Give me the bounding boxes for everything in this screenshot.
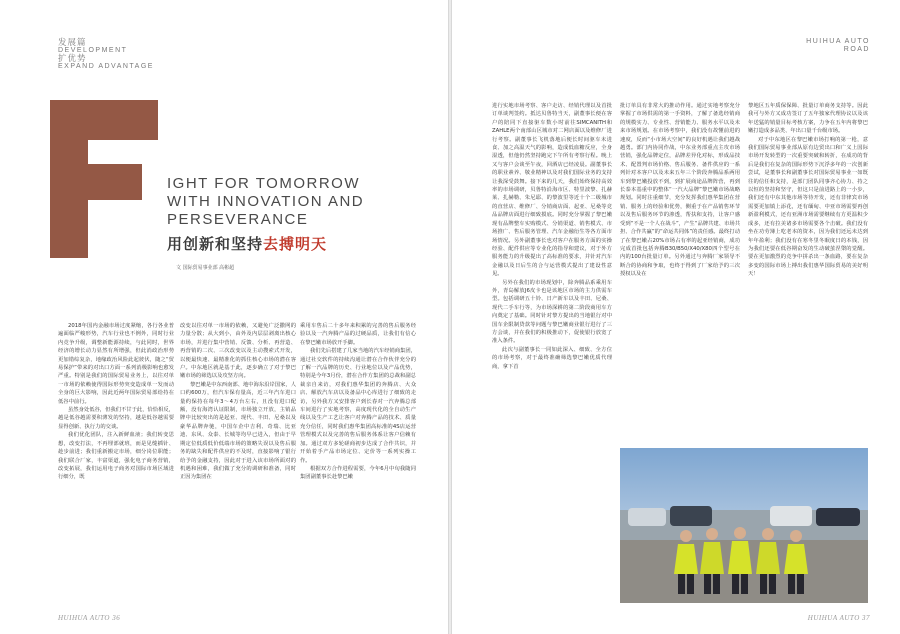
page-number: 37 <box>862 614 870 622</box>
section-title-en: DEVELOPMENT <box>58 46 128 54</box>
paragraph: 黎巴嫩是中东西南部、地中海东沿岸国家，人口约600万，但汽车保有量高，近三年汽车进口量约保持在每年3～4万台左右，且没有进口配额，没有海湾认证限制，市场独立开放，主销品牌中比较突出的是起亚、现代、丰田、尼桑以及豪华品牌奔驰，中国车企中吉利、奇瑞、比亚迪、东风、众泰、长城等均早已进入，但由于早期定位低质低价低端市场的策略失误以及售后服务的缺失和配件供应的不及时，直接影响了银行给予的金融支持，因此对于进入该市场所面对的机遇和困难，我们做了充分的调研和准备，同时正因为集团在 <box>180 381 296 481</box>
paragraph: 虽然身处低谷，但我们不甘于此，恰恰相反，越是低谷越需要积薄发的坚持，越是低谷越需要显得创新、执行力的交谈。 <box>58 407 174 430</box>
text-column <box>492 102 612 371</box>
footer-brand: HUIHUA AUTO <box>807 614 860 622</box>
paragraph: 根据双方合作进程需要，今年6月中旬我随同集团副董事长赴黎巴嫩 <box>300 465 416 481</box>
brand-logo <box>806 38 870 54</box>
section-sub-zh: 扩优势 <box>58 53 87 64</box>
paragraph: 进行实地市场考察、客户走访、经销代理以及首批订单谈判签约。抵达贝鲁特当天，副董事长便在客户的陪同下直接驱车数小时前往SIMCANITH和ZAHLE两个南部山区城市对二网店面以及维修厂进行考察。副董事长飞机落地后便长时间驱车未进食、加之高温天气的影响，造成低血糖反应，全身湿透，但他仍然坚持跑完下午所有考察行程。晚上又与客户会谈至午夜，回酒店已经凌晨。副董事长的职业素养、敬业精神以及对我们国际业务的支持让我深受鼓舞。接下来的几天，我们始终保持高效率的市场调研，贝鲁特沿海市区、特里波黎、扎赫莱、扎赫勒、朱尼耶、的黎波里等近十个二级城市的直营店、维修厂、分销商店面、起亚、尼桑等竞品品牌店面进行细致摸底。同时充分掌握了黎巴嫩现有品牌整车实购模式、分销渠道、销售模式、市场推广、售后服务管理、汽车金融衍生等各方面市场情况。另外副董事长也对客户在服务方面的实操经验、配件供应等专业化的指导和建议，对于外方服务能力的升级提出了高标准的要求，并针对汽车金融以及日后生的合与运营模式提出了建设性意见。 <box>492 103 612 278</box>
subheadline <box>167 235 327 253</box>
paragraph: 对于中东地区在黎巴嫩市场打响的第一枪，意我们国际贸易事业部从原有边贸出口和广义上国际市场开发转型的一次重要突破和转折，在成功的背后是我们在复杂的国际形势下沉浮多年的一次创新尝试，是董事长和副董事长对国际贸易事业一如既往的信任和支持，是部门团队同事齐心协力、持之以恒的坚持和坚守，但这只是前进路上的一小步，我们还有中东其他市场等待开发，还有非律宾市场需要更加镇上添花，还有缅甸、中亚市场需要再创新盈利模式，还有亚洲市场需要继续有方更温积少成多，还有拉美诸多市场需要各个击破。我们没有坐在功劳簿上吃老本的资本，因为我们还远未达到年年盈利；我们没有在寒冬里冬眠度日的本钱，因为我们还要在低谷期奋发的生动破茧涅槃的觉醒。要在更加激烈的竞争中拼杀出一条血路，要在复杂多变的国际市场上搏出我们惠华国际贸易的美好明天！ <box>748 136 868 278</box>
paragraph: 黎地区五年质保保障、批量订单商务支持等。因此我可与外方又成功签订了五年独家代理协议以及该年送猛的销量目标考核方案，力争在五年内将黎巴嫩打造成多品类、年出口量千台级市场。 <box>748 103 868 135</box>
brand-line: HUIHUA AUTO <box>806 38 870 45</box>
paragraph: 我们优化团队，注入新鲜血液；我们转变思想，改变打法，不再埋部就班，而是见缝插针、趁步前进；我们重新搬定市场，细分岗位职能；我们联合厂家，丰富渠道，强化电子商务营销，改变拓展，我们运用电子商务对国际市场区域进行细分，既 <box>58 432 174 481</box>
footer-brand: HUIHUA AUTO <box>58 614 110 622</box>
left-footer <box>58 614 120 622</box>
text-column <box>748 102 868 279</box>
team-photo <box>620 448 868 603</box>
paragraph: 另外在我们的市场现划中，除奔腾品系乘用车外，青岛解放J6皮卡也是该地区市场的主力供需车型。包括调研五十铃、日产新车以及丰田、尼桑、现代二手车行等，为市场深耕的第二阶段商用车方向奠定了基础。同时针对黎方提出的当地银行对中国车企限制贷款等问题与黎巴嫩商业银行进行了三方会谈，并在我们的积极推动下，促使银行放宽了准入条件。 <box>492 279 612 345</box>
left-page <box>0 0 448 634</box>
page-number: 36 <box>112 614 121 622</box>
brand-line: ROAD <box>843 46 870 53</box>
text-column <box>180 322 296 482</box>
paragraph: 我们先后搭建了几家当地的汽车经销商集团，通过社交软件的持续沟通让潜在合作伙伴充分的了解一汽品牌的历史、行业地位以及产品优势，特别是今年3月份，潜在合作方集团的总裁和副总裁亲自来访，对我们惠华集团的奔腾店、大众店、解放汽车店以及备品中心库进行了细致的走访，另外我方又安排客户到长春对一汽奔腾总部车间进行了实地考察，高度现代化的全自动生产线以及生产工艺让客户对奔腾产品的技术、质量充分信任，同时我们惠华集团高标准的4S店运营管理模式以及完善的售后服务体系让客户信赖有加。通过双方多轮磋商初步达成了合作共识，并开始着手产品市场定位、定价等一系列实操工作。 <box>300 348 416 464</box>
section-title-zh: 发展篇 <box>58 37 87 47</box>
text-column <box>58 322 174 482</box>
headline <box>167 175 364 229</box>
section-sub-en: EXPAND ADVANTAGE <box>58 63 154 71</box>
byline: 文 国际贸易事业部 高彬超 <box>176 265 235 271</box>
drop-cap-f <box>50 100 158 258</box>
paragraph: 改变以往对单一市场的依赖，又避免广泛撒网的力量分散；从大到小，由外及内层层剥离出核心市场，并进行集中营销、反馈、分析、再营造、再营销的二次、三次改变以及主动搜索式开发，以便最快速、最精准化的抓住核心市场的潜在客户。中东地区就是基于此，逐步确立了对于黎巴嫩市场的筛选以及攻坚方向。 <box>180 323 296 380</box>
paragraph: 此次与副董事长一同如此深入、细致、全方位的市场考察，对于最终准确筛选黎巴嫩优质代理商，拿下首 <box>492 346 612 370</box>
headline-line: WITH INNOVATION AND <box>167 193 365 210</box>
paragraph: 乘用车售后二十多年来积累的完善的售后服务经验以及一汽奔腾产品的过硬品质，让我们有信心在黎巴嫩市场放开手脚。 <box>300 323 416 346</box>
right-page <box>452 0 900 634</box>
subhead-normal: 用创新和坚持 <box>167 235 264 253</box>
paragraph: 2018年国内金融市场过度紧缩，各行各业普遍面临严峻形势，汽车行业也不例外，同时行业内竞争升级，调整新能源持续，与此同时，世界经济的增长动力显然有所增强，但此消政治形势更加错综复杂，地缘政治风险此起彼伏，随之“贸易保护”带来的对出口方面一系列消极影响也愈发严重。特别是我们的国际贸易业务上，以往对单一市场的依赖使得国际形势突变造成单一发而动全身的巨大影响，因此近两年国际贸易部给持在低谷中前行。 <box>58 323 174 405</box>
right-footer <box>808 614 870 622</box>
subhead-accent: 去搏明天 <box>263 235 328 253</box>
headline-line: PERSEVERANCE <box>167 211 309 228</box>
section-header <box>58 38 154 71</box>
team-photo-image <box>620 448 868 603</box>
text-column <box>620 102 740 279</box>
paragraph: 批订单具有非常大的推动作用。通过实地考察充分掌握了市场供需的第一手资料，了解了备选经销商的规模实力、专业性、营销能力、服务水平以及未来市场规划。在市场考察中，我们没有故懂前进的速度，反而“小市场大空间”的良好机遇让我们越战越勇。部门内协同作战，中东业务部重点主攻市场营销，强化品牌定位，品牌差异化对标，形成品技术、配置判市场价格、售后服务、备件供应的一系列针对本客户以及未来五年三个阶段奔腾品系两用车到黎巴嫩投放不到，到扩展商途品牌阵营，再到长泰本基重中的整体“一汽大品牌”黎巴嫩市场战略规划。同时注重细节，充分发挥我们惠华集团在营销、服务上的经验和优势，侧重于在产品销售环节以及售后服务环节的渗透，帮扶和支持，让客户感受到“不是一个人在战斗”，产生“品牌共建、市场共担、合作共赢”的“命运共同体”的责任感。最终打动了在黎巴嫩占20%市场占有率的起亚经销商，成功完成首批包括奔腾B30/B50/X40/X80四个型号在内的100台批量订单。另外通过与奔腾厂家领导不断合的协商和争取，也终于得到了厂家给予的三次授权以及在 <box>620 103 740 278</box>
headline-line: IGHT FOR TOMORROW <box>167 175 360 192</box>
text-column <box>300 322 416 482</box>
